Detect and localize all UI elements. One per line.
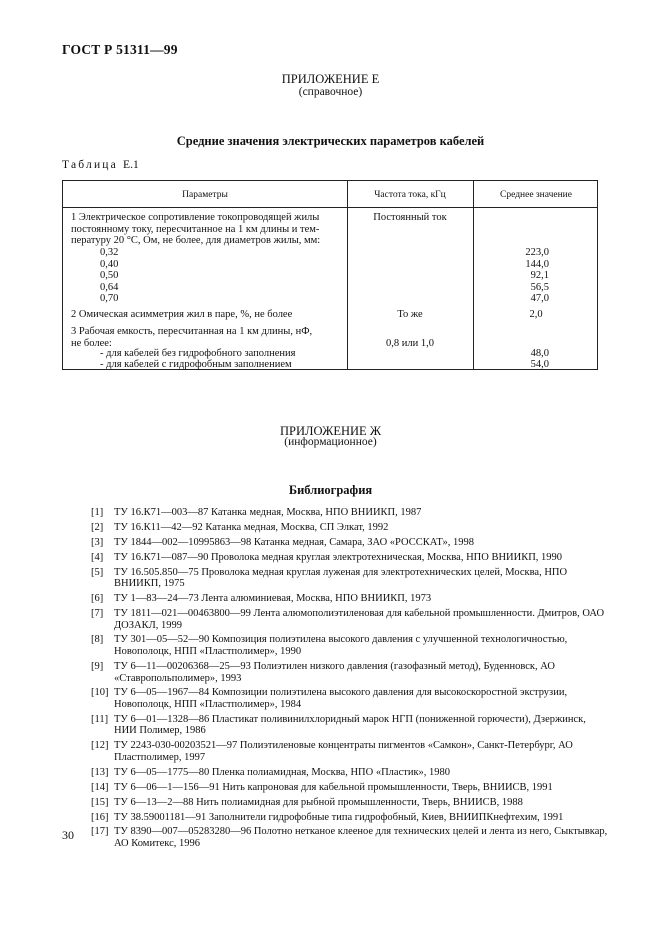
header-divider	[63, 207, 597, 208]
row3-text-line: 3 Рабочая емкость, пересчитанная на 1 км длины, нФ,	[71, 326, 313, 337]
row2-text: 2 Омическая асимметрия жил в паре, %, не более	[71, 309, 293, 320]
bibliography-text: ТУ 16.505.850—75 Проволока медная круглая луженая для электротехнических целей, Москва, НПО ВНИИКП, 1975	[114, 566, 568, 590]
bibliography-number: [11]	[91, 713, 109, 725]
row1-value: 223,0	[525, 247, 549, 258]
bibliography-number: [6]	[91, 593, 104, 605]
bibliography-text: ТУ 1844—002—10995863—98 Катанка медная, Самара, ЗАО «РОССКАТ», 1998	[114, 536, 475, 548]
bibliography-item	[91, 552, 611, 564]
row1-frequency: Постоянный ток	[373, 212, 447, 223]
bibliography-item	[91, 634, 611, 657]
bibliography-text: ТУ 8390—007—05283280—96 Полотно нетканое клееное для технических целей и лента из него, Сыктывкар, АО Комитекс, 1996	[114, 826, 608, 849]
bibliography-text: ТУ 6—13—2—88 Нить полиамидная для рыбной промышленности, Тверь, ВНИИСВ, 1988	[114, 796, 523, 808]
row3-item-label: - для кабелей без гидрофобного заполнения	[100, 348, 296, 359]
bibliography-text: ТУ 38.59001181—91 Заполнители гидрофобные типа гидрофобный, Киев, ВНИИПКнефтехим, 1991	[114, 811, 564, 823]
row3-value: 48,0	[530, 348, 549, 359]
standard-header: ГОСТ Р 51311—99	[62, 42, 178, 57]
bibliography-item	[91, 782, 611, 794]
bibliography-text: ТУ 16.К71—003—87 Катанка медная, Москва, НПО ВНИИКП, 1987	[114, 507, 422, 518]
parameters-table	[62, 180, 598, 370]
bibliography-number: [9]	[91, 660, 104, 672]
row2-frequency: То же	[397, 309, 423, 320]
bibliography-item	[91, 826, 611, 849]
bibliography-number: [12]	[91, 740, 109, 752]
bibliography-text: ТУ 2243-030-00203521—97 Полиэтиленовые концентраты пигментов «Самкон», Санкт-Петербург, АО Пластполимер, 1997	[114, 740, 573, 763]
appendix-e-title: ПРИЛОЖЕНИЕ Е	[281, 72, 380, 86]
column-header-average: Среднее значение	[500, 190, 572, 200]
row1-diameter: 0,64	[100, 281, 119, 293]
bibliography-item	[91, 661, 611, 684]
bibliography-text: ТУ 6—06—1—156—91 Нить капроновая для кабельной промышленности, Тверь, ВНИИСВ, 1991	[114, 781, 553, 793]
bibliography-number: [3]	[91, 536, 104, 548]
row1-diameter: 0,32	[100, 247, 119, 258]
bibliography-number: [15]	[91, 796, 109, 808]
bibliography-item	[91, 797, 611, 809]
bibliography-item	[91, 608, 611, 631]
bibliography-item	[91, 567, 611, 590]
table-label-number: Е.1	[123, 159, 139, 171]
row1-text-line: постоянному току, пересчитанное на 1 км длины и тем-	[71, 223, 320, 235]
bibliography-item	[91, 507, 611, 519]
row3-text-line: не более:	[71, 337, 112, 349]
row1-text-line: 1 Электрическое сопротивление токопроводящей жилы	[71, 212, 320, 223]
appendix-e-subtitle: (справочное)	[298, 86, 363, 98]
row3-item-label: - для кабелей с гидрофобным заполнением	[100, 358, 292, 370]
bibliography-item	[91, 812, 611, 824]
column-header-frequency: Частота тока, кГц	[374, 190, 446, 200]
column-header-parameters: Параметры	[182, 190, 228, 200]
bibliography-number: [4]	[91, 551, 104, 563]
bibliography-item	[91, 714, 611, 737]
row3-frequency: 0,8 или 1,0	[386, 337, 434, 349]
row1-value: 92,1	[530, 270, 549, 281]
row1-value: 144,0	[525, 258, 549, 270]
bibliography-item	[91, 537, 611, 549]
bibliography-item	[91, 593, 611, 605]
bibliography-text: ТУ 1811—021—00463800—99 Лента алюмополиэтиленовая для кабельной промышленности. Дмитров, ОАО ДОЗАКЛ, 1999	[114, 607, 605, 631]
bibliography-text: ТУ 16.К71—087—90 Проволока медная круглая электротехническая, Москва, НПО ВНИИКП, 1990	[114, 551, 563, 563]
bibliography-item	[91, 522, 611, 534]
bibliography-heading: Библиография	[288, 483, 373, 497]
bibliography-item	[91, 767, 611, 779]
bibliography-item	[91, 687, 611, 710]
bibliography-item	[91, 740, 611, 763]
appendix-zh-subtitle: (информационное)	[284, 436, 377, 448]
row3-value: 54,0	[530, 358, 549, 370]
bibliography-number: [14]	[91, 781, 109, 793]
row1-text-line: пературу 20 °С, Ом, не более, для диаметров жилы, мм:	[71, 235, 321, 246]
bibliography-text: ТУ 6—11—00206368—25—93 Полиэтилен низкого давления (газофазный метод), Буденновск, АО «Ставропольполимер», 1993	[114, 660, 555, 684]
row1-diameter: 0,40	[100, 258, 119, 270]
row2-value: 2,0	[529, 309, 543, 320]
bibliography-number: [5]	[91, 566, 104, 578]
table-label-word: Таблица	[62, 159, 118, 171]
bibliography-text: ТУ 6—05—1775—80 Пленка полиамидная, Москва, НПО «Пластик», 1980	[114, 766, 451, 778]
bibliography-number: [2]	[91, 521, 104, 533]
bibliography-number: [17]	[91, 826, 109, 838]
appendix-zh-title: ПРИЛОЖЕНИЕ Ж	[279, 424, 382, 438]
row1-value: 47,0	[530, 293, 549, 304]
bibliography-text: ТУ 301—05—52—90 Композиция полиэтилена высокого давления с улучшенной технологичностью, Новополоцк, НПП «Пластполимер», 1990	[114, 634, 568, 658]
row1-diameter: 0,50	[100, 270, 119, 281]
page-number: 30	[62, 828, 74, 842]
row1-diameter: 0,70	[100, 293, 119, 304]
bibliography-number: [10]	[91, 687, 109, 699]
table-label	[62, 159, 139, 171]
bibliography-text: ТУ 16.К11—42—92 Катанка медная, Москва, СП Элкат, 1992	[114, 521, 389, 533]
row1-value: 56,5	[530, 281, 549, 293]
bibliography-text: ТУ 6—05—1967—84 Композиции полиэтилена высокого давления для высокоскоростной экструзии, Новополоцк, НПП «Пластполимер», 1984	[114, 687, 568, 710]
bibliography-number: [8]	[91, 634, 104, 646]
bibliography-number: [16]	[91, 811, 109, 823]
appendix-e-heading: Средние значения электрических параметров кабелей	[176, 134, 485, 148]
bibliography-number: [13]	[91, 766, 109, 778]
bibliography-text: ТУ 1—83—24—73 Лента алюминиевая, Москва, НПО ВНИИКП, 1973	[114, 593, 432, 605]
bibliography-text: ТУ 6—01—1328—86 Пластикат поливинилхлоридный марок НГП (пониженной горючести), Дзержинск, НИИ Полимер, 1986	[114, 713, 586, 737]
bibliography-number: [7]	[91, 607, 104, 619]
bibliography-list	[91, 507, 611, 853]
bibliography-number: [1]	[91, 507, 104, 518]
